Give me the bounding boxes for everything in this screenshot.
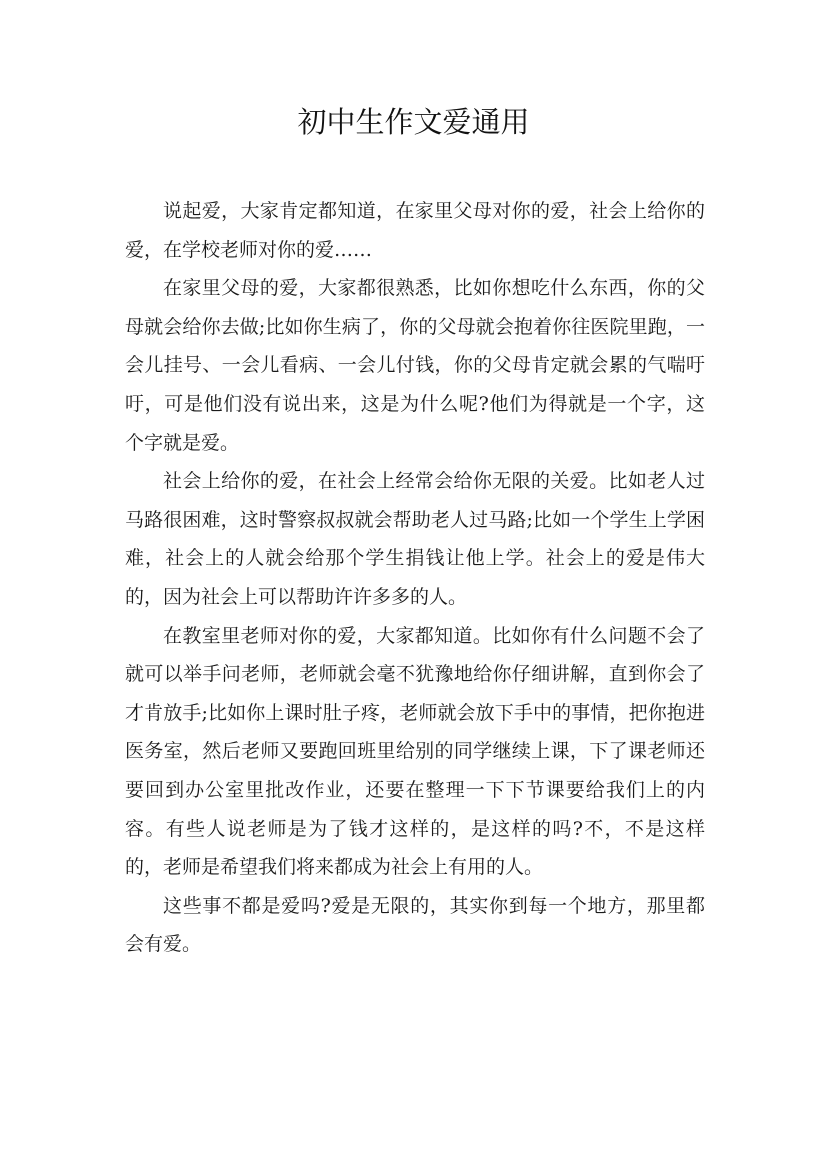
paragraph: 社会上给你的爱，在社会上经常会给你无限的关爱。比如老人过马路很困难，这时警察叔叔就会帮助老人过马路;比如一个学生上学困难，社会上的人就会给那个学生捐钱让他上学。社会上的爱是伟大的，因为社会上可以帮助许许多多的人。 (125, 470, 705, 608)
paragraph: 这些事不都是爱吗?爱是无限的，其实你到每一个地方，那里都会有爱。 (125, 894, 705, 956)
paragraph: 在家里父母的爱，大家都很熟悉，比如你想吃什么东西，你的父母就会给你去做;比如你生病了，你的父母就会抱着你往医院里跑，一会儿挂号、一会儿看病、一会儿付钱，你的父母肯定就会累的气喘吁吁，可是他们没有说出来，这是为什么呢?他们为得就是一个字，这个字就是爱。 (125, 277, 705, 454)
document-title: 初中生作文爱通用 (297, 105, 530, 139)
paragraph: 在教室里老师对你的爱，大家都知道。比如你有什么问题不会了就可以举手问老师，老师就会毫不犹豫地给你仔细讲解，直到你会了才肯放手;比如你上课时肚子疼，老师就会放下手中的事情，把你抱进医务室，然后老师又要跑回班里给别的同学继续上课，下了课老师还要回到办公室里批改作业，还要在整理一下下节课要给我们上的内容。有些人说老师是为了钱才这样的，是这样的吗?不，不是这样的，老师是希望我们将来都成为社会上有用的人。 (125, 624, 705, 879)
paragraph: 说起爱，大家肯定都知道，在家里父母对你的爱，社会上给你的爱，在学校老师对你的爱…… (125, 200, 705, 261)
document-body (125, 192, 705, 964)
